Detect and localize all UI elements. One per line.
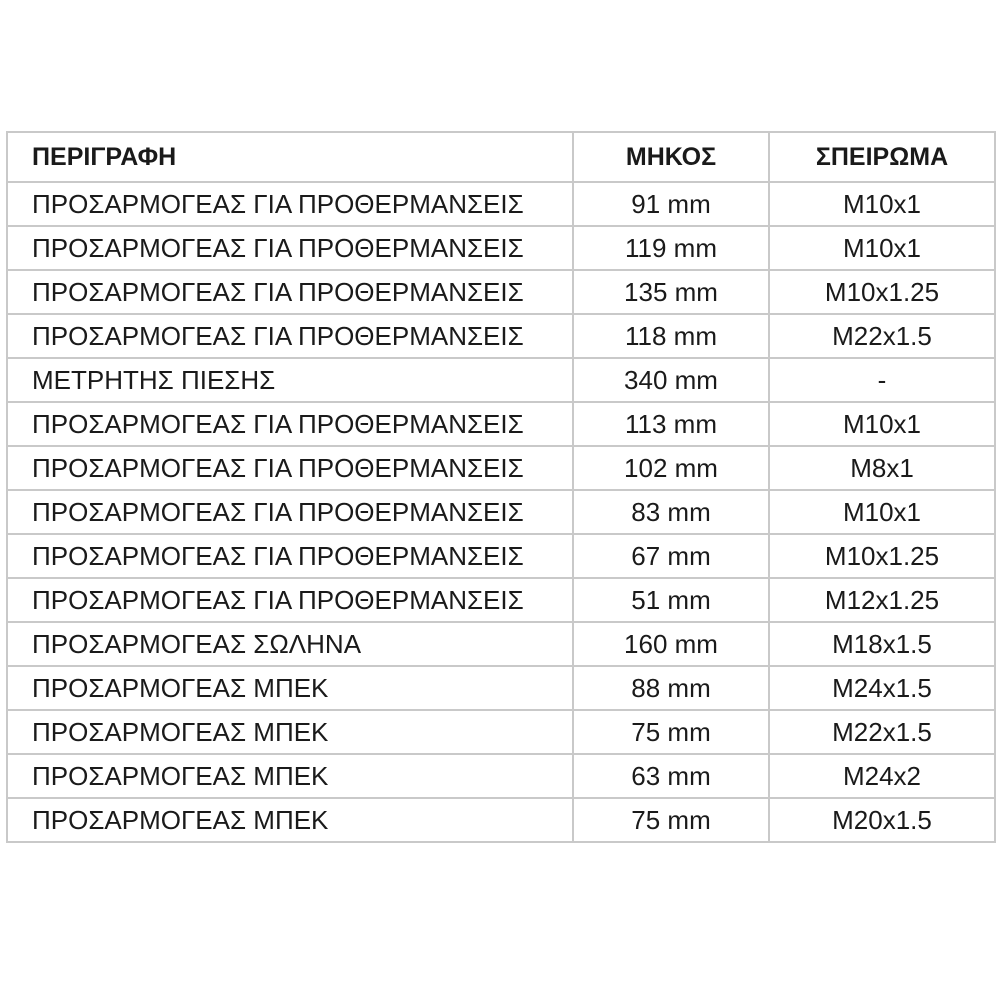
cell-thread: M18x1.5	[769, 622, 995, 666]
cell-length: 160 mm	[573, 622, 769, 666]
table-row	[7, 402, 995, 446]
cell-thread: M24x1.5	[769, 666, 995, 710]
cell-thread: -	[769, 358, 995, 402]
table-header-row	[7, 132, 995, 182]
cell-description: ΠΡΟΣΑΡΜΟΓΕΑΣ ΓΙΑ ΠΡΟΘΕΡΜΑΝΣΕΙΣ	[7, 226, 573, 270]
table-row	[7, 490, 995, 534]
cell-length: 63 mm	[573, 754, 769, 798]
cell-thread: M24x2	[769, 754, 995, 798]
cell-length: 91 mm	[573, 182, 769, 226]
cell-thread: M10x1.25	[769, 534, 995, 578]
table-row	[7, 226, 995, 270]
spec-table	[6, 131, 996, 843]
cell-description: ΠΡΟΣΑΡΜΟΓΕΑΣ ΣΩΛΗΝΑ	[7, 622, 573, 666]
table-row	[7, 578, 995, 622]
cell-thread: M10x1.25	[769, 270, 995, 314]
cell-description: ΠΡΟΣΑΡΜΟΓΕΑΣ ΓΙΑ ΠΡΟΘΕΡΜΑΝΣΕΙΣ	[7, 270, 573, 314]
cell-length: 119 mm	[573, 226, 769, 270]
header-description: ΠΕΡΙΓΡΑΦΗ	[7, 132, 573, 182]
cell-description: ΠΡΟΣΑΡΜΟΓΕΑΣ ΜΠΕΚ	[7, 666, 573, 710]
header-length: ΜΗΚΟΣ	[573, 132, 769, 182]
table-row	[7, 710, 995, 754]
cell-description: ΠΡΟΣΑΡΜΟΓΕΑΣ ΓΙΑ ΠΡΟΘΕΡΜΑΝΣΕΙΣ	[7, 314, 573, 358]
cell-description: ΠΡΟΣΑΡΜΟΓΕΑΣ ΜΠΕΚ	[7, 754, 573, 798]
cell-description: ΠΡΟΣΑΡΜΟΓΕΑΣ ΓΙΑ ΠΡΟΘΕΡΜΑΝΣΕΙΣ	[7, 578, 573, 622]
cell-length: 102 mm	[573, 446, 769, 490]
cell-description: ΠΡΟΣΑΡΜΟΓΕΑΣ ΓΙΑ ΠΡΟΘΕΡΜΑΝΣΕΙΣ	[7, 490, 573, 534]
cell-length: 88 mm	[573, 666, 769, 710]
cell-description: ΠΡΟΣΑΡΜΟΓΕΑΣ ΓΙΑ ΠΡΟΘΕΡΜΑΝΣΕΙΣ	[7, 402, 573, 446]
table-row	[7, 446, 995, 490]
cell-description: ΠΡΟΣΑΡΜΟΓΕΑΣ ΓΙΑ ΠΡΟΘΕΡΜΑΝΣΕΙΣ	[7, 446, 573, 490]
table-row	[7, 534, 995, 578]
table-row	[7, 798, 995, 842]
cell-length: 340 mm	[573, 358, 769, 402]
table-row	[7, 270, 995, 314]
cell-length: 83 mm	[573, 490, 769, 534]
cell-length: 75 mm	[573, 798, 769, 842]
cell-thread: M10x1	[769, 490, 995, 534]
header-thread: ΣΠΕΙΡΩΜΑ	[769, 132, 995, 182]
spec-table-container	[6, 131, 994, 843]
cell-description: ΠΡΟΣΑΡΜΟΓΕΑΣ ΓΙΑ ΠΡΟΘΕΡΜΑΝΣΕΙΣ	[7, 534, 573, 578]
cell-thread: M8x1	[769, 446, 995, 490]
table-row	[7, 314, 995, 358]
cell-thread: M22x1.5	[769, 710, 995, 754]
cell-thread: M22x1.5	[769, 314, 995, 358]
table-row	[7, 754, 995, 798]
table-row	[7, 622, 995, 666]
cell-length: 135 mm	[573, 270, 769, 314]
cell-description: ΠΡΟΣΑΡΜΟΓΕΑΣ ΓΙΑ ΠΡΟΘΕΡΜΑΝΣΕΙΣ	[7, 182, 573, 226]
cell-length: 113 mm	[573, 402, 769, 446]
cell-length: 75 mm	[573, 710, 769, 754]
cell-thread: M10x1	[769, 182, 995, 226]
cell-thread: M20x1.5	[769, 798, 995, 842]
cell-description: ΠΡΟΣΑΡΜΟΓΕΑΣ ΜΠΕΚ	[7, 710, 573, 754]
cell-description: ΜΕΤΡΗΤΗΣ ΠΙΕΣΗΣ	[7, 358, 573, 402]
cell-length: 67 mm	[573, 534, 769, 578]
table-row	[7, 358, 995, 402]
cell-thread: M10x1	[769, 402, 995, 446]
cell-length: 118 mm	[573, 314, 769, 358]
cell-thread: M10x1	[769, 226, 995, 270]
table-row	[7, 666, 995, 710]
cell-length: 51 mm	[573, 578, 769, 622]
cell-thread: M12x1.25	[769, 578, 995, 622]
cell-description: ΠΡΟΣΑΡΜΟΓΕΑΣ ΜΠΕΚ	[7, 798, 573, 842]
table-row	[7, 182, 995, 226]
